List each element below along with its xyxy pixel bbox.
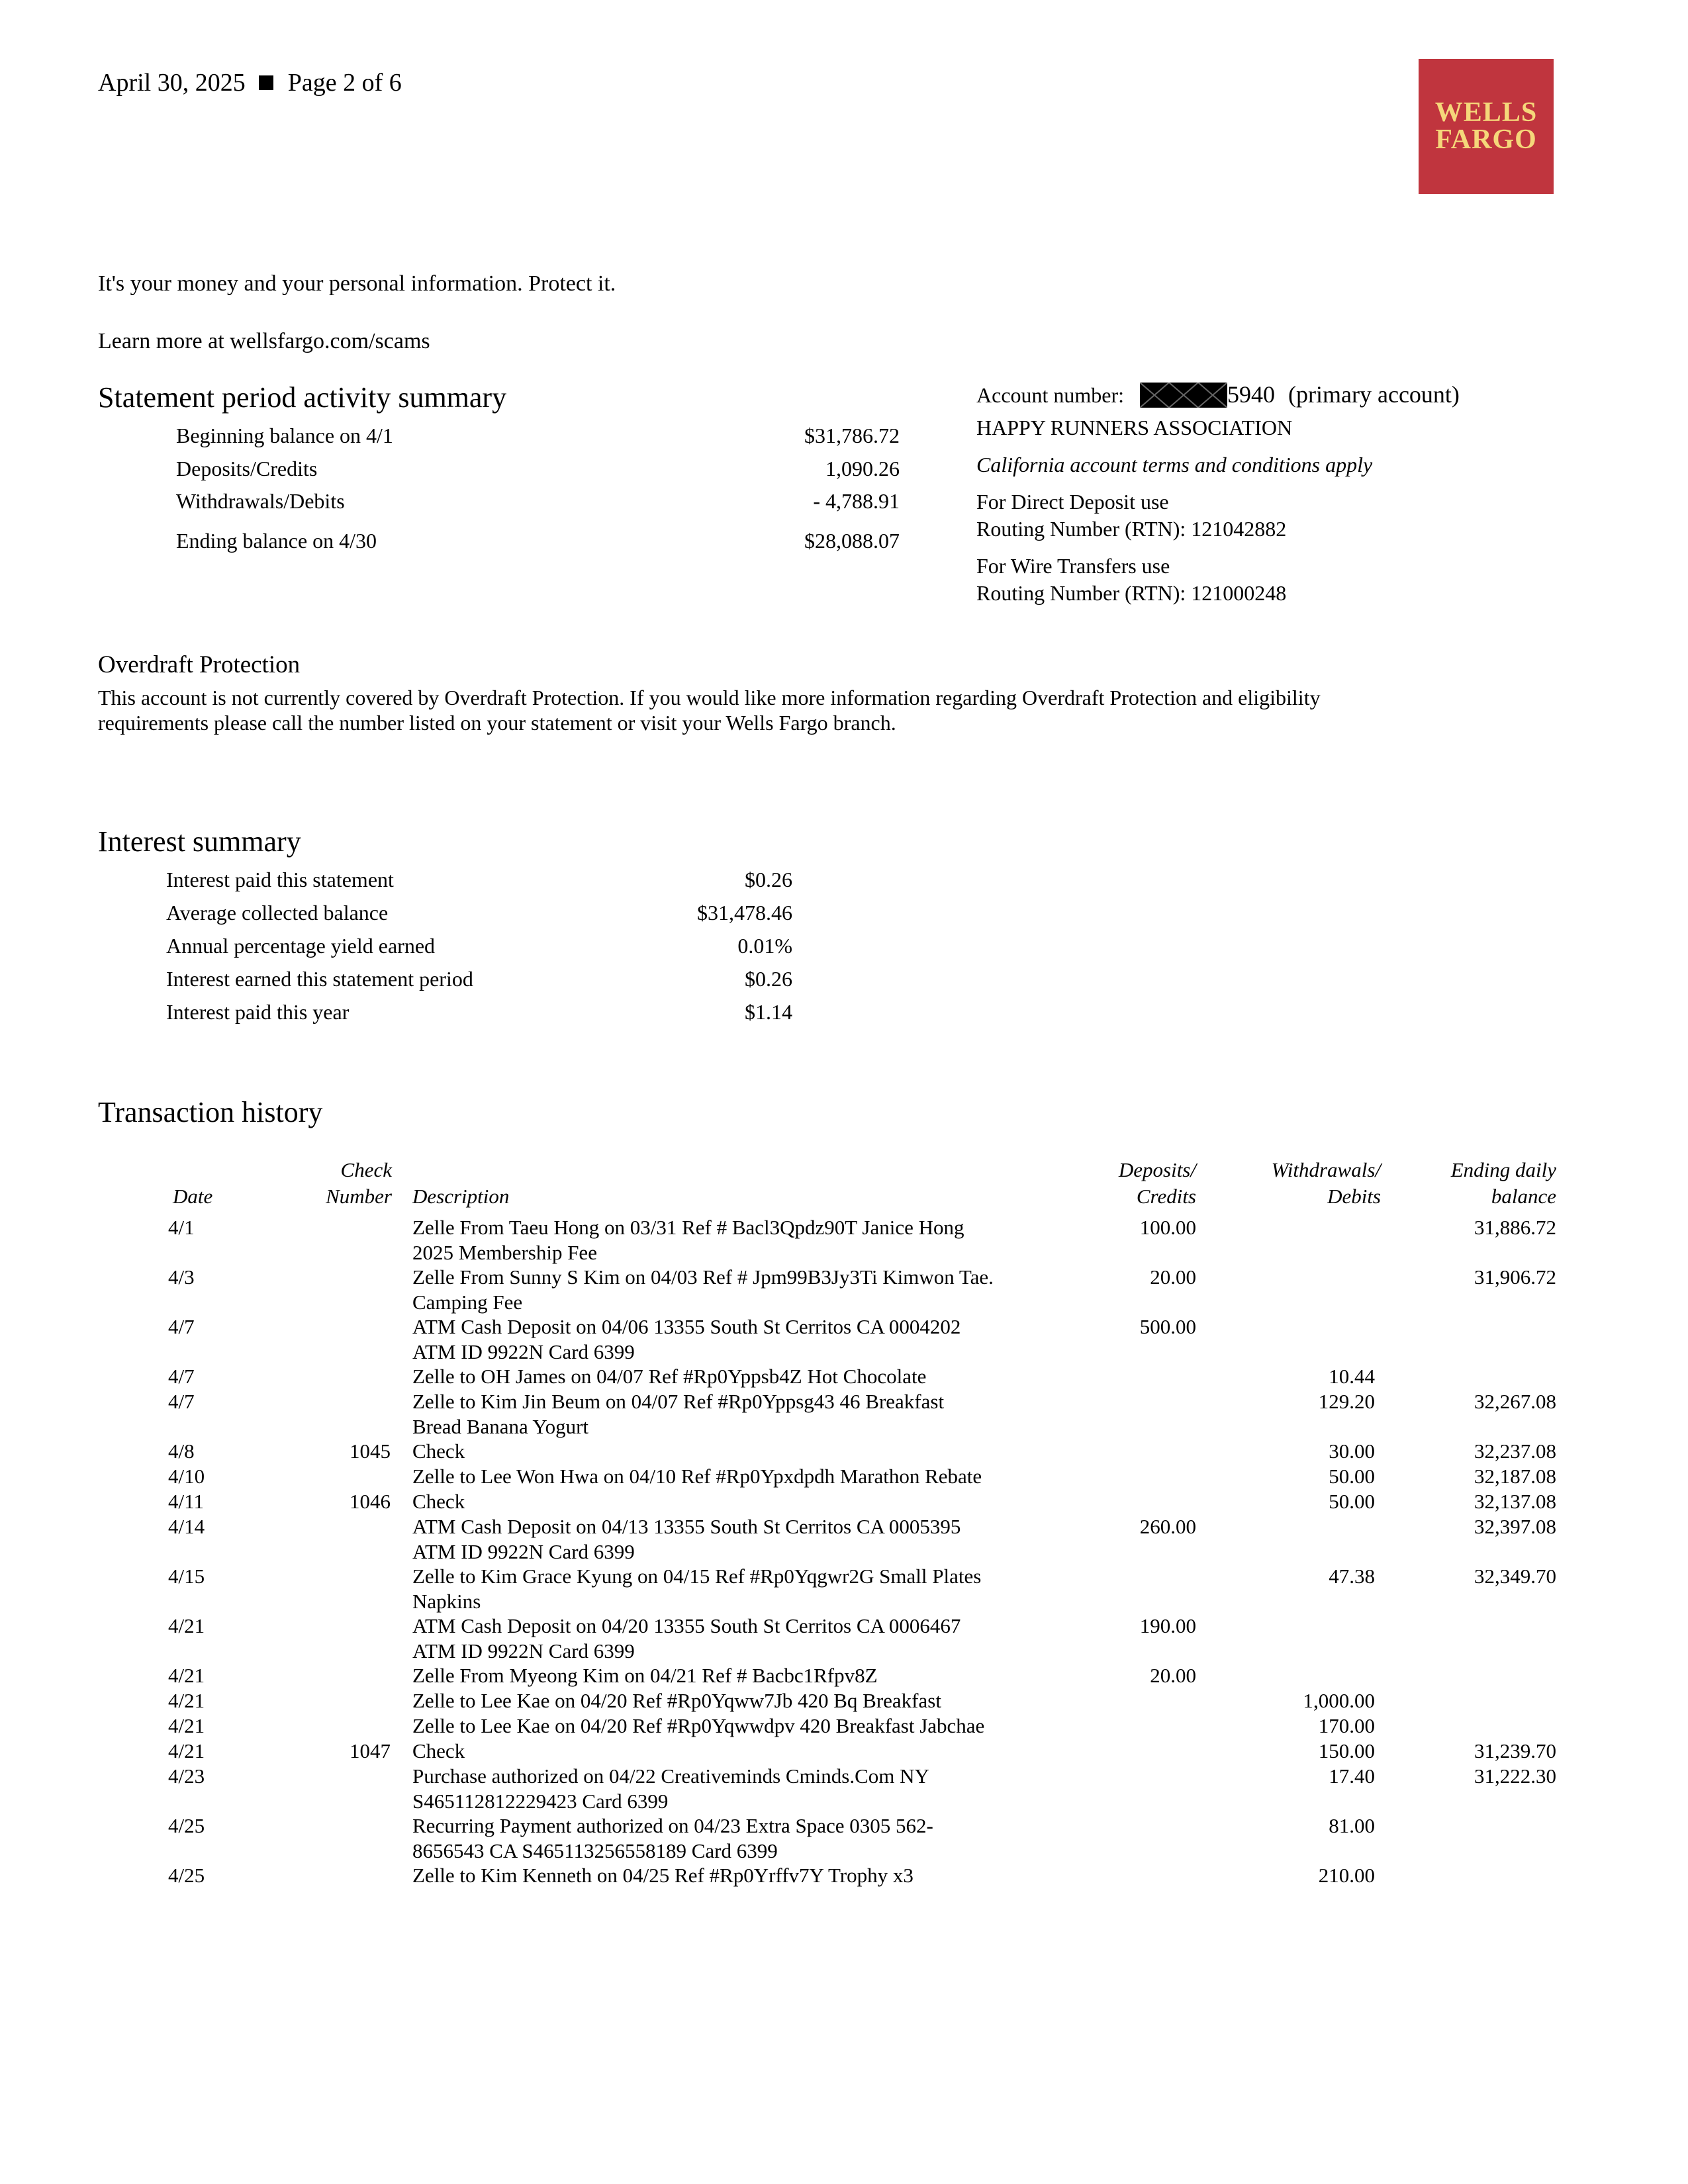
transaction-date: 4/7	[168, 1365, 195, 1388]
summary-row-value: $31,786.72	[804, 424, 900, 447]
statement-date: April 30, 2025	[98, 69, 246, 97]
account-number-note: (primary account)	[1288, 381, 1460, 408]
transaction-row	[0, 1663, 1688, 1688]
interest-row-value: $0.26	[745, 868, 792, 891]
transaction-date: 4/11	[168, 1490, 204, 1513]
header-date: Date	[173, 1185, 213, 1208]
transaction-date: 4/23	[168, 1764, 205, 1788]
summary-row-label: Withdrawals/Debits	[176, 489, 345, 513]
account-number-suffix: 5940	[1227, 381, 1276, 408]
transaction-date: 4/21	[168, 1739, 205, 1762]
transaction-withdrawal: 17.40	[1329, 1764, 1375, 1788]
transaction-row	[0, 1364, 1688, 1389]
account-number-label: Account number:	[976, 383, 1125, 407]
transaction-table	[0, 1215, 1688, 1888]
transaction-withdrawal: 129.20	[1318, 1390, 1375, 1413]
interest-row-label: Average collected balance	[166, 901, 389, 925]
transaction-row	[0, 1389, 1688, 1439]
transaction-date: 4/21	[168, 1714, 205, 1737]
transaction-deposit: 190.00	[1139, 1614, 1196, 1637]
transaction-balance: 31,886.72	[1474, 1216, 1556, 1239]
transaction-date: 4/10	[168, 1465, 205, 1488]
transaction-row	[0, 1813, 1688, 1863]
transaction-withdrawal: 170.00	[1318, 1714, 1375, 1737]
interest-row-label: Interest earned this statement period	[166, 967, 473, 991]
page-number: Page 2 of 6	[287, 69, 402, 97]
wire-transfer-label: For Wire Transfers use	[976, 554, 1170, 578]
logo-line-2: FARGO	[1435, 124, 1537, 155]
transaction-balance: 31,222.30	[1474, 1764, 1556, 1788]
transaction-description: Purchase authorized on 04/22 Creativeminds Cminds.Com NY S465112812229423 Card 6399	[412, 1764, 929, 1813]
separator-square-icon	[259, 75, 273, 90]
transaction-row	[0, 1514, 1688, 1564]
transaction-description: Check	[412, 1490, 465, 1513]
interest-row-label: Annual percentage yield earned	[166, 934, 436, 958]
transaction-withdrawal: 81.00	[1329, 1814, 1375, 1837]
transaction-balance: 32,187.08	[1474, 1465, 1556, 1488]
transaction-balance: 32,237.08	[1474, 1439, 1556, 1463]
direct-deposit-routing: Routing Number (RTN): 121042882	[976, 517, 1287, 541]
transaction-description: Zelle to Lee Won Hwa on 04/10 Ref #Rp0Ypxdpdh Marathon Rebate	[412, 1465, 982, 1488]
transaction-balance: 31,239.70	[1474, 1739, 1556, 1762]
transaction-date: 4/21	[168, 1664, 205, 1687]
summary-row-value: $28,088.07	[804, 529, 900, 553]
overdraft-text-line-1: This account is not currently covered by Overdraft Protection. If you would like more information regarding Overdraft Protection and eligibility	[98, 686, 1321, 709]
interest-row-label: Interest paid this year	[166, 1000, 350, 1024]
header-description: Description	[412, 1185, 510, 1208]
interest-row-value: 0.01%	[737, 934, 792, 958]
transaction-description: Zelle to Kim Kenneth on 04/25 Ref #Rp0Yrffv7Y Trophy x3	[412, 1864, 914, 1887]
transaction-date: 4/14	[168, 1515, 205, 1538]
transaction-description: Check	[412, 1739, 465, 1762]
transaction-date: 4/3	[168, 1265, 195, 1289]
transaction-date: 4/8	[168, 1439, 195, 1463]
transaction-date: 4/1	[168, 1216, 195, 1239]
transaction-description: ATM Cash Deposit on 04/20 13355 South St Cerritos CA 0006467 ATM ID 9922N Card 6399	[412, 1614, 961, 1662]
transaction-withdrawal: 50.00	[1329, 1490, 1375, 1513]
transaction-deposit: 500.00	[1139, 1315, 1196, 1338]
transaction-row	[0, 1713, 1688, 1739]
transaction-row	[0, 1215, 1688, 1265]
transaction-description: ATM Cash Deposit on 04/06 13355 South St Cerritos CA 0004202 ATM ID 9922N Card 6399	[412, 1315, 961, 1363]
overdraft-title: Overdraft Protection	[98, 651, 301, 678]
transaction-date: 4/15	[168, 1565, 205, 1588]
transaction-description: Zelle to Kim Jin Beum on 04/07 Ref #Rp0Yppsg43 46 Breakfast Bread Banana Yogurt	[412, 1390, 945, 1438]
transaction-balance: 32,349.70	[1474, 1565, 1556, 1588]
overdraft-text-line-2: requirements please call the number listed on your statement or visit your Wells Fargo branch.	[98, 711, 896, 735]
transaction-withdrawal: 1,000.00	[1303, 1689, 1375, 1712]
direct-deposit-label: For Direct Deposit use	[976, 490, 1169, 514]
summary-row-label: Beginning balance on 4/1	[176, 424, 393, 447]
summary-row-value: - 4,788.91	[813, 489, 900, 513]
security-notice: It's your money and your personal information. Protect it.	[98, 271, 616, 296]
transaction-row	[0, 1464, 1688, 1489]
transaction-date: 4/7	[168, 1315, 195, 1338]
transaction-deposit: 20.00	[1150, 1664, 1196, 1687]
activity-summary-title: Statement period activity summary	[98, 381, 507, 414]
transaction-description: Zelle to Lee Kae on 04/20 Ref #Rp0Yqww7Jb 420 Bq Breakfast	[412, 1689, 941, 1712]
logo-line-1: WELLS	[1434, 97, 1538, 128]
transaction-description: Recurring Payment authorized on 04/23 Extra Space 0305 562-8656543 CA S465113256558189 Card 6399	[412, 1814, 933, 1862]
summary-row-label: Deposits/Credits	[176, 457, 318, 480]
summary-row-value: 1,090.26	[825, 457, 900, 480]
transaction-row	[0, 1739, 1688, 1764]
transaction-withdrawal: 47.38	[1329, 1565, 1375, 1588]
transaction-row	[0, 1439, 1688, 1464]
transaction-check-number: 1046	[350, 1490, 391, 1513]
statement-header	[98, 68, 402, 97]
transaction-row	[0, 1688, 1688, 1713]
header-withdrawals-debits: Withdrawals/ Debits	[1271, 1158, 1381, 1208]
transaction-description: Check	[412, 1439, 465, 1463]
transaction-check-number: 1045	[350, 1439, 391, 1463]
transaction-date: 4/21	[168, 1689, 205, 1712]
transaction-check-number: 1047	[350, 1739, 391, 1762]
transaction-balance: 32,397.08	[1474, 1515, 1556, 1538]
header-deposits-credits: Deposits/ Credits	[1118, 1158, 1196, 1208]
transaction-withdrawal: 210.00	[1318, 1864, 1375, 1887]
wire-transfer-routing: Routing Number (RTN): 121000248	[976, 581, 1287, 605]
transaction-row	[0, 1764, 1688, 1813]
transaction-date: 4/25	[168, 1814, 205, 1837]
transaction-row	[0, 1265, 1688, 1314]
transaction-balance: 32,267.08	[1474, 1390, 1556, 1413]
transaction-date: 4/7	[168, 1390, 195, 1413]
transaction-date: 4/21	[168, 1614, 205, 1637]
transaction-row	[0, 1489, 1688, 1514]
interest-row-value: $1.14	[745, 1000, 792, 1024]
interest-row-label: Interest paid this statement	[166, 868, 394, 891]
interest-summary-title: Interest summary	[98, 825, 301, 858]
transaction-description: Zelle From Myeong Kim on 04/21 Ref # Bacbc1Rfpv8Z	[412, 1664, 878, 1687]
account-holder: HAPPY RUNNERS ASSOCIATION	[976, 416, 1293, 439]
transaction-withdrawal: 30.00	[1329, 1439, 1375, 1463]
header-ending-daily-balance: Ending daily balance	[1450, 1158, 1556, 1208]
transaction-row	[0, 1863, 1688, 1888]
summary-row-label: Ending balance on 4/30	[176, 529, 377, 553]
transaction-description: ATM Cash Deposit on 04/13 13355 South St Cerritos CA 0005395 ATM ID 9922N Card 6399	[412, 1515, 961, 1563]
transaction-deposit: 20.00	[1150, 1265, 1196, 1289]
interest-row-value: $0.26	[745, 967, 792, 991]
transaction-description: Zelle From Sunny S Kim on 04/03 Ref # Jpm99B3Jy3Ti Kimwon Tae. Camping Fee	[412, 1265, 994, 1314]
transaction-row	[0, 1564, 1688, 1614]
transaction-description: Zelle to OH James on 04/07 Ref #Rp0Yppsb4Z Hot Chocolate	[412, 1365, 927, 1388]
transaction-withdrawal: 10.44	[1329, 1365, 1375, 1388]
header-check-number: Check Number	[326, 1158, 392, 1208]
transaction-withdrawal: 150.00	[1318, 1739, 1375, 1762]
redacted-box-icon	[1140, 383, 1227, 408]
transaction-description: Zelle From Taeu Hong on 03/31 Ref # Bacl3Qpdz90T Janice Hong 2025 Membership Fee	[412, 1216, 964, 1264]
transaction-row	[0, 1314, 1688, 1364]
transaction-deposit: 100.00	[1139, 1216, 1196, 1239]
transaction-date: 4/25	[168, 1864, 205, 1887]
account-number-line	[976, 381, 1460, 408]
transaction-balance: 32,137.08	[1474, 1490, 1556, 1513]
scams-link-text: Learn more at wellsfargo.com/scams	[98, 329, 430, 353]
wells-fargo-logo	[1419, 59, 1554, 194]
transaction-history-title: Transaction history	[98, 1096, 323, 1128]
transaction-description: Zelle to Kim Grace Kyung on 04/15 Ref #Rp0Yqgwr2G Small Plates Napkins	[412, 1565, 982, 1613]
transaction-deposit: 260.00	[1139, 1515, 1196, 1538]
interest-row-value: $31,478.46	[697, 901, 792, 925]
account-terms: California account terms and conditions apply	[976, 453, 1373, 477]
transaction-balance: 31,906.72	[1474, 1265, 1556, 1289]
transaction-description: Zelle to Lee Kae on 04/20 Ref #Rp0Yqwwdpv 420 Breakfast Jabchae	[412, 1714, 985, 1737]
transaction-row	[0, 1614, 1688, 1663]
transaction-withdrawal: 50.00	[1329, 1465, 1375, 1488]
